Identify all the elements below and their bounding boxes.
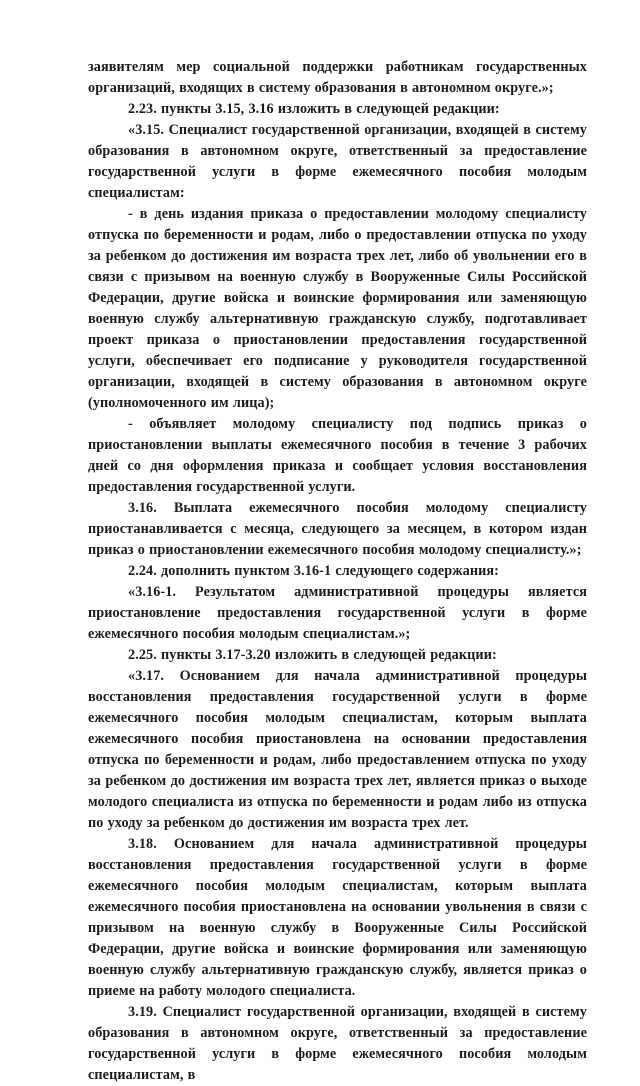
paragraph-clause-3-16: 3.16. Выплата ежемесячного пособия молодому специалисту приостанавливается с месяца, следующего за месяцем, в котором издан приказ о приостановлении ежемесячного пособия молодому специалисту.»;: [88, 500, 587, 558]
paragraph-clause-3-18: 3.18. Основанием для начала административной процедуры восстановления предоставления государственной услуги в форме ежемесячного пособия молодым специалистам, которым выплата ежемесячного пособия приостановлена на основании увольнения в связи с призывом на военную службу в Вооруженные Силы Российской Федерации, другие войска и воинские формирования или заменяющую военную службу альтернативную гражданскую службу, является приказ о приеме на работу молодого специалиста.: [88, 836, 587, 999]
paragraph-clause-2-24: 2.24. дополнить пунктом 3.16-1 следующего содержания:: [128, 563, 499, 579]
paragraph-clause-3-19: 3.19. Специалист государственной организации, входящей в систему образования в автономном округе, ответственный за предоставление государственной услуги в форме ежемесячного пособия молодым специалистам, в: [88, 1004, 587, 1083]
paragraph-clause-2-25: 2.25. пункты 3.17-3.20 изложить в следующей редакции:: [128, 647, 497, 663]
paragraph-clause-3-16-1: «3.16-1. Результатом административной процедуры является приостановление предоставления государственной услуги в форме ежемесячного пособия молодым специалистам.»;: [88, 584, 587, 642]
paragraph-clause-2-23: 2.23. пункты 3.15, 3.16 изложить в следующей редакции:: [128, 101, 500, 117]
paragraph-clause-3-15: «3.15. Специалист государственной организации, входящей в систему образования в автономном округе, ответственный за предоставление государственной услуги в форме ежемесячного пособия молодым специалистам:: [88, 122, 587, 201]
paragraph-clause-3-17: «3.17. Основанием для начала административной процедуры восстановления предоставления государственной услуги в форме ежемесячного пособия молодым специалистам, которым выплата ежемесячного пособия приостановлена на основании предоставления отпуска по беременности и родам, либо предоставлением отпуска по уходу за ребенком до достижения им возраста трех лет, является приказ о выходе молодого специалиста из отпуска по беременности и родам либо из отпуска по уходу за ребенком до достижения им возраста трех лет.: [88, 668, 587, 831]
document-text-block: [88, 57, 587, 1086]
paragraph-list-item-announce-order: - объявляет молодому специалисту под подпись приказ о приостановлении выплаты ежемесячного пособия в течение 3 рабочих дней со дня оформления приказа и сообщает условия восстановления предоставления государственной услуги.: [88, 416, 587, 495]
paragraph-continuation: заявителям мер социальной поддержки работникам государственных организаций, входящих в систему образования в автономном округе.»;: [88, 59, 587, 96]
paragraph-list-item-day-of-order: - в день издания приказа о предоставлении молодому специалисту отпуска по беременности и родам, либо о предоставлении отпуска по уходу за ребенком до достижения им возраста трех лет, либо об увольнении его в связи с призывом на военную службу в Вооруженные Силы Российской Федерации, другие войска и воинские формирования или заменяющую военную службу альтернативную гражданскую службу, подготавливает проект приказа о приостановлении предоставления государственной услуги, обеспечивает его подписание у руководителя государственной организации, входящей в систему образования в автономном округе (уполномоченного им лица);: [88, 206, 587, 411]
